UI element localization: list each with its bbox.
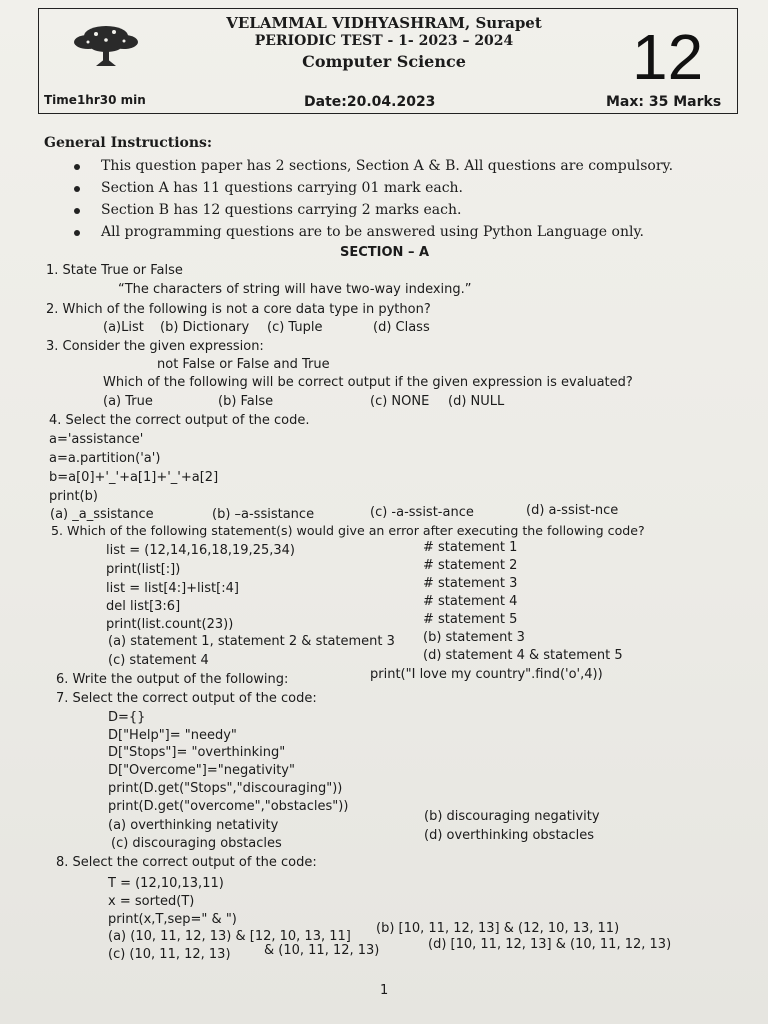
- question-5: 5. Which of the following statement(s) would give an error after executing the following code?: [51, 523, 645, 538]
- question-3-expression: not False or False and True: [157, 357, 330, 372]
- code-line: del list[3:6]: [106, 599, 181, 614]
- code-comment: # statement 1: [423, 540, 518, 555]
- question-8: 8. Select the correct output of the code:: [56, 855, 317, 870]
- code-comment: # statement 4: [423, 594, 518, 609]
- code-line: print(b): [49, 489, 98, 504]
- option-d: (d) NULL: [448, 394, 505, 409]
- option-b: (b) Dictionary: [160, 320, 250, 335]
- date-label: Date:20.04.2023: [304, 94, 436, 110]
- option-a: (a) overthinking netativity: [108, 818, 279, 833]
- question-4: 4. Select the correct output of the code.: [49, 413, 310, 428]
- code-comment: # statement 5: [423, 612, 518, 627]
- code-line: print(x,T,sep=" & "): [108, 912, 237, 927]
- code-comment: # statement 2: [423, 558, 518, 573]
- option-c: (c) NONE: [370, 394, 430, 409]
- school-name: VELAMMAL VIDHYASHRAM, Surapet: [226, 14, 542, 32]
- question-6-code: print("I love my country".find('o',4)): [370, 667, 603, 682]
- instruction-item: All programming questions are to be answered using Python Language only.: [101, 224, 644, 240]
- instruction-item: Section B has 12 questions carrying 2 marks each.: [101, 202, 462, 218]
- code-line: x = sorted(T): [108, 894, 195, 909]
- question-3: 3. Consider the given expression:: [46, 339, 264, 354]
- option-b: (b) –a-ssistance: [212, 507, 315, 522]
- code-comment: # statement 3: [423, 576, 518, 591]
- option-a: (a) True: [103, 394, 153, 409]
- option-a: (a) _a_ssistance: [50, 507, 154, 522]
- grade-number: 12: [632, 21, 704, 93]
- code-line: list = (12,14,16,18,19,25,34): [106, 543, 295, 558]
- option-d: (d) Class: [373, 320, 430, 335]
- bullet-icon: [74, 164, 80, 170]
- bullet-icon: [74, 208, 80, 214]
- code-line: print(D.get("overcome","obstacles")): [108, 799, 349, 814]
- option-a: (a) (10, 11, 12, 13) & [12, 10, 13, 11]: [108, 929, 351, 944]
- question-2: 2. Which of the following is not a core data type in python?: [46, 302, 431, 317]
- question-7: 7. Select the correct output of the code:: [56, 691, 317, 706]
- test-title: PERIODIC TEST - 1- 2023 – 2024: [254, 33, 514, 49]
- option-a: (a)List: [103, 320, 144, 335]
- option-d: (d) overthinking obstacles: [424, 828, 595, 843]
- code-line: D["Stops"]= "overthinking": [108, 745, 286, 760]
- option-b: (b) [10, 11, 12, 13] & (12, 10, 13, 11): [376, 921, 620, 936]
- code-line: D["Overcome"]="negativity": [108, 763, 295, 778]
- option-c: (c) statement 4: [108, 653, 209, 668]
- code-line: a='assistance': [49, 432, 144, 447]
- question-1: 1. State True or False: [46, 263, 183, 278]
- option-d: (d) statement 4 & statement 5: [423, 648, 623, 663]
- max-marks-label: Max: 35 Marks: [606, 94, 722, 110]
- subject-title: Computer Science: [302, 52, 466, 71]
- code-line: list = list[4:]+list[:4]: [106, 581, 239, 596]
- bullet-icon: [74, 186, 80, 192]
- option-d: (d) a-ssist-nce: [526, 503, 619, 518]
- option-c: (c) discouraging obstacles: [111, 836, 282, 851]
- option-c: (c) -a-ssist-ance: [370, 505, 474, 520]
- option-b: (b) False: [218, 394, 274, 409]
- code-line: print(D.get("Stops","discouraging")): [108, 781, 343, 796]
- code-line: a=a.partition('a'): [49, 451, 161, 466]
- code-line: D={}: [108, 710, 146, 725]
- question-1-statement: “The characters of string will have two-way indexing.”: [118, 282, 472, 297]
- code-line: b=a[0]+'_'+a[1]+'_'+a[2]: [49, 470, 219, 485]
- option-c-continued: & (10, 11, 12, 13): [264, 943, 380, 958]
- option-c: (c) Tuple: [267, 320, 323, 335]
- instruction-item: This question paper has 2 sections, Section A & B. All questions are compulsory.: [101, 158, 674, 174]
- instructions-title: General Instructions:: [44, 135, 213, 151]
- section-a-heading: SECTION – A: [340, 245, 430, 260]
- time-label: Time1hr30 min: [44, 93, 146, 107]
- option-d: (d) [10, 11, 12, 13] & (10, 11, 12, 13): [428, 937, 672, 952]
- code-line: T = (12,10,13,11): [108, 876, 224, 891]
- option-b: (b) statement 3: [423, 630, 525, 645]
- option-b: (b) discouraging negativity: [424, 809, 600, 824]
- question-6: 6. Write the output of the following:: [56, 672, 289, 687]
- bullet-icon: [74, 230, 80, 236]
- option-c: (c) (10, 11, 12, 13): [108, 947, 231, 962]
- code-line: print(list[:]): [106, 562, 181, 577]
- code-line: print(list.count(23)): [106, 617, 234, 632]
- code-line: D["Help"]= "needy": [108, 728, 237, 743]
- question-3-prompt: Which of the following will be correct output if the given expression is evaluated?: [103, 375, 633, 390]
- page-number: 1: [380, 983, 389, 998]
- instruction-item: Section A has 11 questions carrying 01 mark each.: [101, 180, 464, 196]
- option-a: (a) statement 1, statement 2 & statement 3: [108, 634, 395, 649]
